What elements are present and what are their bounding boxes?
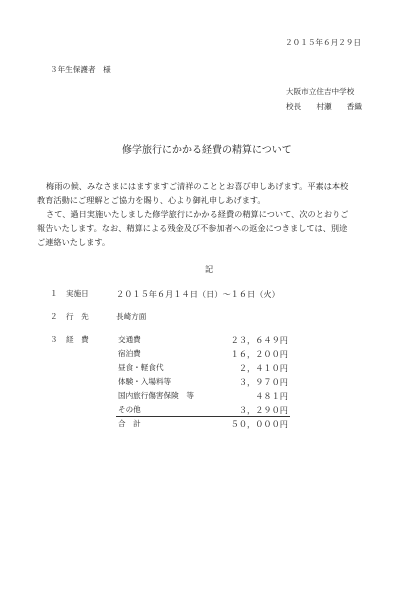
item2-num: ２ <box>50 312 58 321</box>
recipient: ３年生保護者 様 <box>50 65 111 74</box>
expense-label-insurance: 国内旅行傷害保険 等 <box>118 391 194 400</box>
item1-value: ２０１５年６月１４日（日）〜１６日（火） <box>116 289 280 299</box>
body-line-5: ご連絡いたします。 <box>37 237 111 247</box>
expense-amount-meals: ２，４１０円 <box>238 363 288 373</box>
sender-school: 大阪市立住吉中学校 <box>286 87 355 96</box>
expense-amount-lodging: １６，２００円 <box>230 349 288 359</box>
expense-amount-insurance: ４８１円 <box>255 391 288 401</box>
expense-amount-transport: ２３，６４９円 <box>230 335 288 345</box>
letter-title: 修学旅行にかかる経費の精算について <box>122 145 292 156</box>
body-line-2: 教育活動にご理解とご協力を賜り、心より御礼申しあげます。 <box>37 195 266 205</box>
expense-label-lodging: 宿泊費 <box>118 349 141 358</box>
total-amount: ５０，０００円 <box>230 419 288 429</box>
expense-amount-activities: ３，９７０円 <box>238 377 288 387</box>
item1-num: １ <box>50 289 58 298</box>
expense-label-meals: 昼食・軽食代 <box>118 363 164 372</box>
expense-amount-other: ３，２９０円 <box>238 405 288 415</box>
item3-num: ３ <box>50 335 58 344</box>
expense-label-transport: 交通費 <box>118 335 141 344</box>
total-separator-line <box>116 416 290 417</box>
sender-principal: 校長 村瀬 香織 <box>286 102 362 111</box>
body-line-3: さて、過日実施いたしました修学旅行にかかる経費の精算について、次のとおりご <box>46 209 349 219</box>
item2-value: 長崎方面 <box>116 312 147 321</box>
ki-heading: 記 <box>205 264 214 274</box>
total-label: 合 計 <box>118 419 141 428</box>
item2-label: 行 先 <box>66 312 89 321</box>
letter-date: ２０１５年６月２９日 <box>285 38 361 47</box>
item3-label: 経 費 <box>66 335 89 344</box>
expense-label-activities: 体験・入場料等 <box>118 377 172 386</box>
item1-label: 実施日 <box>66 289 89 298</box>
body-line-4: 報告いたします。なお、精算による残金及び不参加者への返金につきましては、別途 <box>37 223 348 233</box>
expense-label-other: その他 <box>118 405 141 414</box>
body-line-1: 梅雨の候、みなさまにはますますご清祥のこととお喜び申しあげます。平素は本校 <box>46 181 349 191</box>
